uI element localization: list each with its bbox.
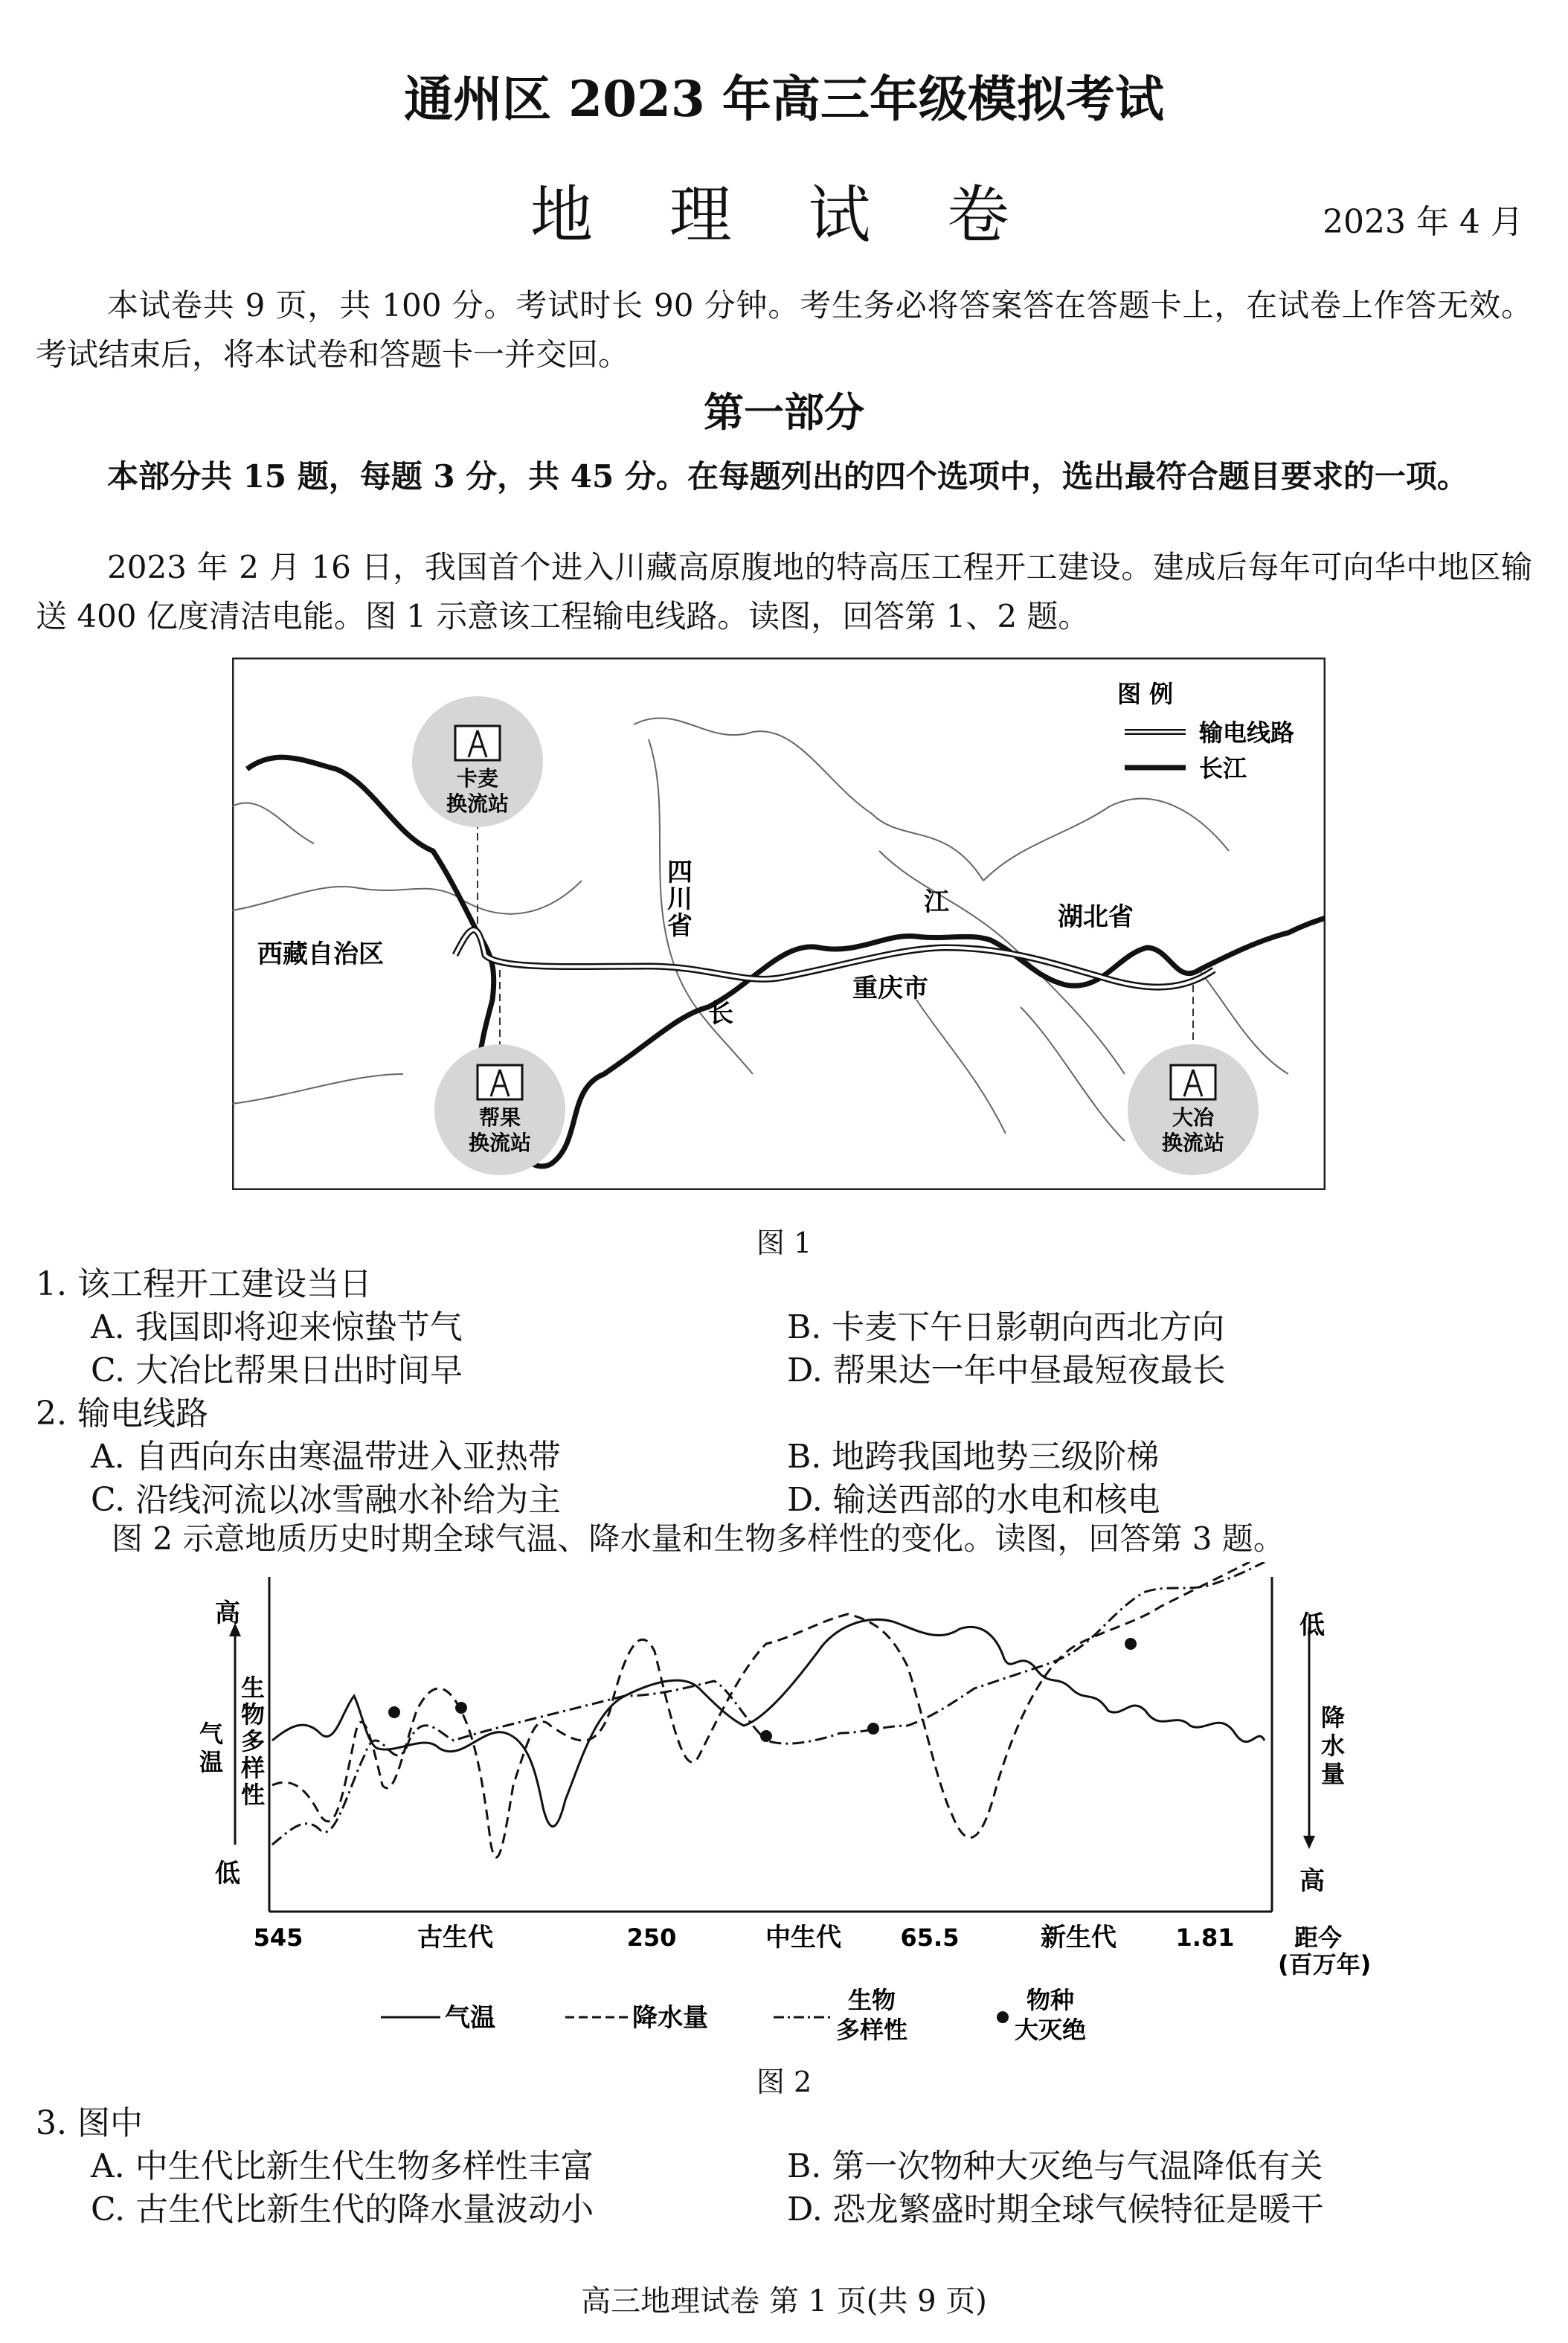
extinction-point (760, 1730, 772, 1742)
label-sichuan-3: 省 (667, 911, 693, 941)
left-axis-label-biodiversity (240, 1674, 265, 1809)
left-axis-high: 高 (215, 1598, 240, 1628)
temperature-line (272, 1619, 1265, 1826)
figure-1-caption: 图 1 (756, 1227, 812, 1259)
svg-text:换流站: 换流站 (468, 1131, 532, 1155)
kamai-station (412, 696, 543, 827)
svg-text:降水量: 降水量 (632, 2003, 708, 2033)
exam-title: 通州区 2023 年高三年级模拟考试 (404, 70, 1164, 128)
x-tick-65-5: 65.5 (900, 1923, 960, 1952)
label-hubei: 湖北省 (1058, 902, 1134, 932)
question-2-option-c: C. 沿线河流以冰雪融水补给为主 (91, 1481, 562, 1519)
era-paleozoic: 古生代 (417, 1923, 493, 1952)
label-sichuan-2: 川 (667, 884, 693, 914)
figure-1-map (232, 658, 1326, 1190)
era-cenozoic: 新生代 (1041, 1923, 1116, 1952)
svg-text:大冶: 大冶 (1172, 1105, 1215, 1130)
x-tick-1-81: 1.81 (1175, 1923, 1235, 1952)
label-chongqing: 重庆市 (852, 974, 928, 1003)
x-tick-545: 545 (253, 1923, 303, 1952)
label-sichuan-1: 四 (667, 858, 693, 887)
right-axis-high: 高 (1299, 1866, 1325, 1896)
question-3-option-a: A. 中生代比新生代生物多样性丰富 (91, 2147, 594, 2185)
extinction-point (388, 1706, 400, 1718)
page-footer: 高三地理试卷 第 1 页(共 9 页) (581, 2284, 987, 2318)
era-mesozoic: 中生代 (765, 1923, 841, 1952)
left-axis-label-temperature (199, 1720, 223, 1776)
bangguo-station (434, 1044, 565, 1175)
svg-text:换流站: 换流站 (446, 791, 510, 816)
svg-text:物种: 物种 (1026, 1986, 1075, 2014)
svg-text:气温: 气温 (445, 2003, 495, 2033)
intro-paragraph: 本试卷共 9 页，共 100 分。考试时长 90 分钟。考生务必将答案答在答题卡上，在试卷上作答无效。考试结束后，将本试卷和答题卡一并交回。 (36, 287, 1532, 373)
svg-text:样: 样 (240, 1754, 266, 1782)
svg-text:性: 性 (240, 1781, 266, 1809)
question-1-option-c: C. 大冶比帮果日出时间早 (91, 1352, 463, 1389)
svg-text:输电线路: 输电线路 (1199, 719, 1295, 747)
question-1-option-a: A. 我国即将迎来惊蛰节气 (91, 1308, 463, 1346)
x-unit-2: (百万年) (1278, 1950, 1372, 1979)
svg-text:温: 温 (199, 1748, 224, 1776)
extinction-point (1125, 1638, 1137, 1650)
svg-text:物: 物 (240, 1700, 266, 1729)
figure-2-caption: 图 2 (756, 2066, 812, 2098)
part-heading: 第一部分 (704, 388, 864, 436)
svg-text:换流站: 换流站 (1161, 1131, 1225, 1155)
question-3-option-c: C. 古生代比新生代的降水量波动小 (91, 2191, 594, 2228)
svg-text:多样性: 多样性 (836, 2016, 908, 2044)
x-tick-250: 250 (626, 1923, 677, 1952)
svg-text:生物: 生物 (848, 1986, 896, 2014)
context-paragraph-2: 图 2 示意地质历史时期全球气温、降水量和生物多样性的变化。读图，回答第 3 题。 (112, 1520, 1285, 1557)
question-3-option-b: B. 第一次物种大灭绝与气温降低有关 (787, 2147, 1323, 2185)
svg-text:多: 多 (240, 1727, 266, 1755)
question-2-option-a: A. 自西向东由寒温带进入亚热带 (91, 1438, 561, 1476)
extinction-point (455, 1702, 467, 1714)
right-axis-label-precip (1321, 1703, 1345, 1788)
extinction-point (867, 1723, 879, 1735)
svg-text:卡麦: 卡麦 (456, 766, 499, 791)
chart-legend (381, 1986, 1086, 2044)
left-axis-low: 低 (215, 1859, 240, 1889)
exam-date: 2023 年 4 月 (1323, 203, 1523, 241)
question-1-stem: 1. 该工程开工建设当日 (36, 1265, 372, 1303)
right-axis-low: 低 (1299, 1610, 1325, 1640)
precipitation-line (272, 1562, 1250, 1857)
label-tibet: 西藏自治区 (257, 939, 384, 969)
svg-text:量: 量 (1320, 1760, 1346, 1788)
question-2-option-b: B. 地跨我国地势三级阶梯 (787, 1438, 1160, 1476)
figure-2-chart (179, 1562, 1413, 2068)
question-1-option-d: D. 帮果达一年中昼最短夜最长 (787, 1352, 1226, 1389)
question-2-option-d: D. 输送西部的水电和核电 (787, 1481, 1160, 1519)
svg-text:气: 气 (199, 1720, 224, 1748)
svg-text:图 例: 图 例 (1117, 680, 1174, 708)
svg-text:帮果: 帮果 (478, 1105, 521, 1130)
question-1-option-b: B. 卡麦下午日影朝向西北方向 (787, 1308, 1225, 1346)
svg-text:长江: 长江 (1199, 754, 1247, 782)
label-river-jiang: 江 (924, 887, 949, 917)
subject-title: 地 理 试 卷 (530, 179, 1038, 251)
part-instructions: 本部分共 15 题，每题 3 分，共 45 分。在每题列出的四个选项中，选出最符合题目要求的一项。 (107, 458, 1468, 495)
svg-text:大灭绝: 大灭绝 (1015, 2016, 1087, 2044)
daye-station (1128, 1044, 1259, 1175)
context-paragraph-1: 2023 年 2 月 16 日，我国首个进入川藏高原腹地的特高压工程开工建设。建成后每年可向华中地区输送 400 亿度清洁电能。图 1 示意该工程输电线路。读图，回答第 1、2 题。 (36, 549, 1532, 634)
x-unit-1: 距今 (1294, 1923, 1343, 1952)
question-3-stem: 3. 图中 (36, 2104, 143, 2142)
svg-text:水: 水 (1320, 1732, 1346, 1760)
label-river-chang: 长 (708, 999, 733, 1029)
svg-text:生: 生 (240, 1674, 266, 1702)
question-3-option-d: D. 恐龙繁盛时期全球气候特征是暖干 (787, 2191, 1324, 2228)
question-2-stem: 2. 输电线路 (36, 1395, 208, 1433)
svg-text:降: 降 (1320, 1703, 1346, 1732)
